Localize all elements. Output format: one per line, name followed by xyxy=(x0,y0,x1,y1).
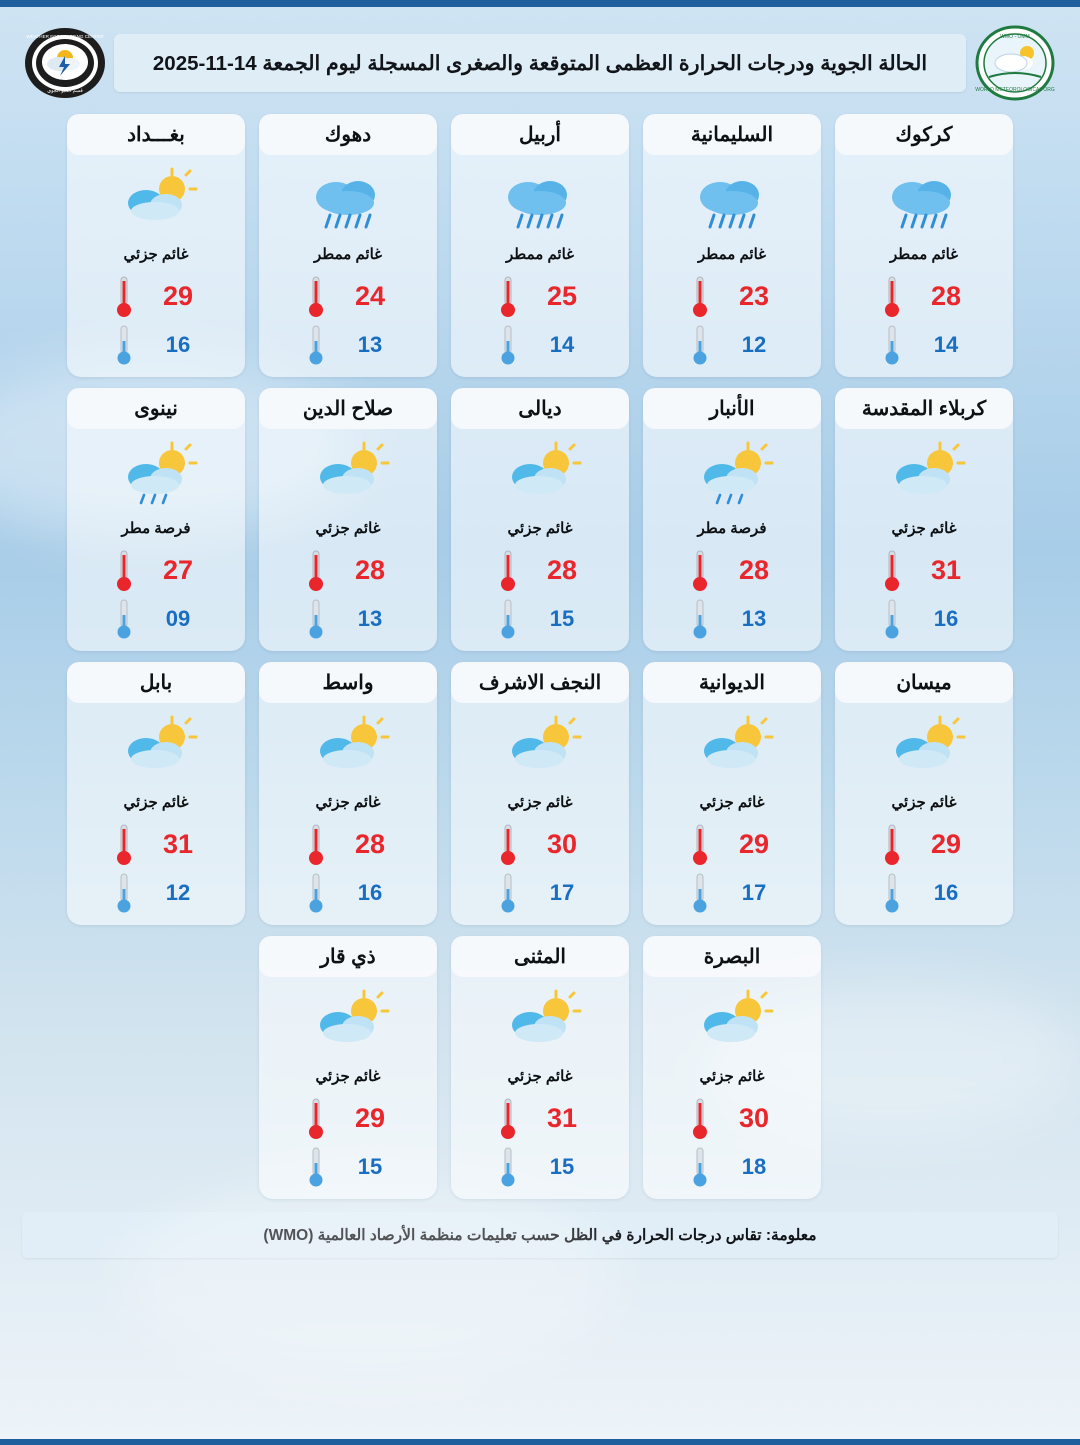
max-temp-row xyxy=(67,273,245,319)
thermometer-cold-icon xyxy=(498,871,518,915)
thermometer-hot-icon xyxy=(882,273,902,319)
thermometer-cold-icon xyxy=(690,871,710,915)
thermometer-hot-icon xyxy=(114,821,134,867)
min-temp: 13 xyxy=(741,606,767,631)
sun-cloud-icon xyxy=(494,713,586,787)
thermometer-hot-icon xyxy=(498,273,518,319)
max-temp-row xyxy=(259,821,437,867)
thermometer-hot-icon xyxy=(498,547,518,593)
min-temp-row xyxy=(67,323,245,367)
thermometer-hot-icon xyxy=(690,547,710,593)
min-temp-row xyxy=(835,871,1013,915)
sun-cloud-rain-icon xyxy=(110,439,202,513)
city-card-duhok[interactable] xyxy=(259,114,437,377)
condition-text: غائم جزئي xyxy=(123,794,189,811)
thermometer-hot-icon xyxy=(498,1095,518,1141)
min-temp: 16 xyxy=(357,880,383,905)
condition-text: غائم جزئي xyxy=(507,794,573,811)
min-temp: 16 xyxy=(165,332,191,357)
min-temp: 18 xyxy=(741,1154,767,1179)
min-temp-row xyxy=(451,871,629,915)
rain-cloud-icon xyxy=(686,165,778,239)
city-name: البصرة xyxy=(643,936,821,977)
thermometer-cold-icon xyxy=(690,323,710,367)
condition-text: غائم ممطر xyxy=(889,246,959,263)
thermometer-hot-icon xyxy=(690,273,710,319)
city-card-maysan[interactable] xyxy=(835,662,1013,925)
thermometer-hot-icon xyxy=(306,821,326,867)
min-temp: 13 xyxy=(357,332,383,357)
condition-text: غائم ممطر xyxy=(697,246,767,263)
city-card-diyala[interactable] xyxy=(451,388,629,651)
svg-text:قسم التنبؤ الجوي: قسم التنبؤ الجوي xyxy=(47,88,83,94)
max-temp-row xyxy=(67,547,245,593)
footer-note-bar xyxy=(22,1212,1058,1258)
max-temp-row xyxy=(259,1095,437,1141)
sun-cloud-icon xyxy=(686,713,778,787)
max-temp: 28 xyxy=(546,554,578,585)
city-name: أربيل xyxy=(451,114,629,155)
thermometer-hot-icon xyxy=(690,1095,710,1141)
svg-text:WORLD METEOROLOGICAL ORG: WORLD METEOROLOGICAL ORG xyxy=(975,87,1055,93)
condition-text: غائم جزئي xyxy=(507,1068,573,1085)
condition-text: غائم جزئي xyxy=(891,794,957,811)
max-temp-row xyxy=(451,1095,629,1141)
thermometer-cold-icon xyxy=(882,597,902,641)
background-cloud-blob xyxy=(120,1180,620,1380)
city-name: بغـــداد xyxy=(67,114,245,155)
max-temp: 29 xyxy=(930,828,962,859)
sun-cloud-icon xyxy=(110,713,202,787)
condition-text: غائم جزئي xyxy=(315,1068,381,1085)
sun-cloud-icon xyxy=(494,987,586,1061)
page-title: الحالة الجوية ودرجات الحرارة العظمى المتوقعة والصغرى المسجلة ليوم الجمعة 14-11-2025 xyxy=(152,51,928,75)
min-temp-row xyxy=(67,597,245,641)
thermometer-hot-icon xyxy=(306,1095,326,1141)
max-temp: 28 xyxy=(354,828,386,859)
sun-cloud-icon xyxy=(302,439,394,513)
min-temp: 16 xyxy=(933,880,959,905)
thermometer-hot-icon xyxy=(498,821,518,867)
sun-cloud-rain-icon xyxy=(686,439,778,513)
city-card-wasit[interactable] xyxy=(259,662,437,925)
min-temp-row xyxy=(259,323,437,367)
city-name: كركوك xyxy=(835,114,1013,155)
forecast-row xyxy=(22,388,1058,651)
thermometer-hot-icon xyxy=(306,547,326,593)
condition-text: غائم ممطر xyxy=(505,246,575,263)
max-temp-row xyxy=(67,821,245,867)
max-temp: 27 xyxy=(162,554,194,585)
thermometer-cold-icon xyxy=(114,597,134,641)
max-temp: 28 xyxy=(354,554,386,585)
max-temp-row xyxy=(835,547,1013,593)
min-temp-row xyxy=(259,597,437,641)
city-name: الأنبار xyxy=(643,388,821,429)
thermometer-cold-icon xyxy=(306,871,326,915)
thermometer-hot-icon xyxy=(114,547,134,593)
city-name: الديوانية xyxy=(643,662,821,703)
max-temp: 30 xyxy=(546,828,578,859)
max-temp: 24 xyxy=(354,280,386,311)
city-card-sulaymaniyah[interactable] xyxy=(643,114,821,377)
condition-text: غائم جزئي xyxy=(507,520,573,537)
max-temp-row xyxy=(259,547,437,593)
city-name: صلاح الدين xyxy=(259,388,437,429)
city-card-kirkuk[interactable] xyxy=(835,114,1013,377)
min-temp: 14 xyxy=(933,332,959,357)
min-temp-row xyxy=(451,1145,629,1189)
city-name: نينوى xyxy=(67,388,245,429)
min-temp-row xyxy=(643,1145,821,1189)
city-card-dhiqar[interactable] xyxy=(259,936,437,1199)
max-temp-row xyxy=(451,821,629,867)
max-temp-row xyxy=(643,547,821,593)
max-temp-row xyxy=(259,273,437,319)
weather-forecasting-center-logo xyxy=(22,24,108,102)
thermometer-cold-icon xyxy=(882,323,902,367)
city-card-muthanna[interactable] xyxy=(451,936,629,1199)
min-temp: 15 xyxy=(357,1154,383,1179)
city-name: السليمانية xyxy=(643,114,821,155)
min-temp: 09 xyxy=(165,606,191,631)
thermometer-cold-icon xyxy=(498,323,518,367)
footer-note: معلومة: تقاس درجات الحرارة في الظل حسب تعليمات منظمة الأرصاد العالمية (WMO) xyxy=(263,1226,817,1244)
condition-text: غائم جزئي xyxy=(315,520,381,537)
rain-cloud-icon xyxy=(302,165,394,239)
min-temp-row xyxy=(643,323,821,367)
condition-text: غائم جزئي xyxy=(891,520,957,537)
max-temp: 31 xyxy=(546,1102,578,1133)
city-name: بابل xyxy=(67,662,245,703)
sun-cloud-icon xyxy=(686,987,778,1061)
min-temp: 12 xyxy=(165,880,191,905)
max-temp: 29 xyxy=(354,1102,386,1133)
min-temp: 13 xyxy=(357,606,383,631)
city-card-salahaddin[interactable] xyxy=(259,388,437,651)
condition-text: غائم ممطر xyxy=(313,246,383,263)
city-card-baghdad[interactable] xyxy=(67,114,245,377)
forecast-row xyxy=(22,114,1058,377)
thermometer-hot-icon xyxy=(690,821,710,867)
thermometer-hot-icon xyxy=(114,273,134,319)
max-temp: 29 xyxy=(162,280,194,311)
min-temp: 16 xyxy=(933,606,959,631)
max-temp: 28 xyxy=(738,554,770,585)
thermometer-cold-icon xyxy=(306,1145,326,1189)
min-temp: 17 xyxy=(741,880,767,905)
min-temp-row xyxy=(451,323,629,367)
max-temp: 28 xyxy=(930,280,962,311)
wmo-organization-logo xyxy=(972,24,1058,102)
max-temp: 31 xyxy=(930,554,962,585)
thermometer-hot-icon xyxy=(882,547,902,593)
city-card-erbil[interactable] xyxy=(451,114,629,377)
condition-text: غائم جزئي xyxy=(123,246,189,263)
sun-cloud-icon xyxy=(110,165,202,239)
sun-cloud-icon xyxy=(302,987,394,1061)
max-temp: 29 xyxy=(738,828,770,859)
thermometer-cold-icon xyxy=(498,1145,518,1189)
city-card-nineveh[interactable] xyxy=(67,388,245,651)
condition-text: غائم جزئي xyxy=(315,794,381,811)
thermometer-cold-icon xyxy=(690,1145,710,1189)
min-temp-row xyxy=(451,597,629,641)
min-temp: 17 xyxy=(549,880,575,905)
city-name: دهوك xyxy=(259,114,437,155)
condition-text: غائم جزئي xyxy=(699,1068,765,1085)
max-temp: 30 xyxy=(738,1102,770,1133)
city-name: النجف الاشرف xyxy=(451,662,629,703)
page-title-bar xyxy=(114,34,966,92)
max-temp-row xyxy=(835,821,1013,867)
min-temp: 15 xyxy=(549,606,575,631)
thermometer-hot-icon xyxy=(882,821,902,867)
condition-text: فرصة مطر xyxy=(121,520,191,537)
sun-cloud-icon xyxy=(878,439,970,513)
city-name: المثنى xyxy=(451,936,629,977)
max-temp-row xyxy=(643,1095,821,1141)
min-temp-row xyxy=(643,597,821,641)
forecast-row xyxy=(22,662,1058,925)
thermometer-cold-icon xyxy=(306,597,326,641)
thermometer-cold-icon xyxy=(114,871,134,915)
thermometer-cold-icon xyxy=(882,871,902,915)
max-temp-row xyxy=(451,273,629,319)
max-temp-row xyxy=(451,547,629,593)
thermometer-hot-icon xyxy=(306,273,326,319)
min-temp-row xyxy=(67,871,245,915)
city-name: كربلاء المقدسة xyxy=(835,388,1013,429)
sun-cloud-icon xyxy=(494,439,586,513)
top-accent-bar xyxy=(0,0,1080,7)
rain-cloud-icon xyxy=(494,165,586,239)
forecast-grid xyxy=(22,114,1058,1199)
max-temp: 25 xyxy=(546,280,578,311)
min-temp: 15 xyxy=(549,1154,575,1179)
min-temp-row xyxy=(835,323,1013,367)
min-temp: 12 xyxy=(741,332,767,357)
city-name: ديالى xyxy=(451,388,629,429)
city-card-basra[interactable] xyxy=(643,936,821,1199)
max-temp-row xyxy=(643,821,821,867)
city-name: واسط xyxy=(259,662,437,703)
sun-cloud-icon xyxy=(302,713,394,787)
sun-cloud-icon xyxy=(878,713,970,787)
city-card-karbala[interactable] xyxy=(835,388,1013,651)
city-name: ميسان xyxy=(835,662,1013,703)
thermometer-cold-icon xyxy=(498,597,518,641)
max-temp: 31 xyxy=(162,828,194,859)
forecast-row xyxy=(22,936,1058,1199)
page-header xyxy=(22,24,1058,102)
min-temp-row xyxy=(259,871,437,915)
thermometer-cold-icon xyxy=(114,323,134,367)
min-temp-row xyxy=(835,597,1013,641)
rain-cloud-icon xyxy=(878,165,970,239)
max-temp-row xyxy=(835,273,1013,319)
svg-text:WEATHER FORECASTING CENTER: WEATHER FORECASTING CENTER xyxy=(26,34,104,39)
city-card-diwaniyah[interactable] xyxy=(643,662,821,925)
max-temp-row xyxy=(643,273,821,319)
city-card-babil[interactable] xyxy=(67,662,245,925)
city-name: ذي قار xyxy=(259,936,437,977)
svg-text:WMO - OMM: WMO - OMM xyxy=(1000,34,1030,40)
thermometer-cold-icon xyxy=(306,323,326,367)
condition-text: فرصة مطر xyxy=(697,520,767,537)
thermometer-cold-icon xyxy=(690,597,710,641)
city-card-anbar[interactable] xyxy=(643,388,821,651)
min-temp: 14 xyxy=(549,332,575,357)
min-temp-row xyxy=(259,1145,437,1189)
max-temp: 23 xyxy=(738,280,770,311)
city-card-najaf[interactable] xyxy=(451,662,629,925)
condition-text: غائم جزئي xyxy=(699,794,765,811)
min-temp-row xyxy=(643,871,821,915)
bottom-accent-bar xyxy=(0,1439,1080,1445)
